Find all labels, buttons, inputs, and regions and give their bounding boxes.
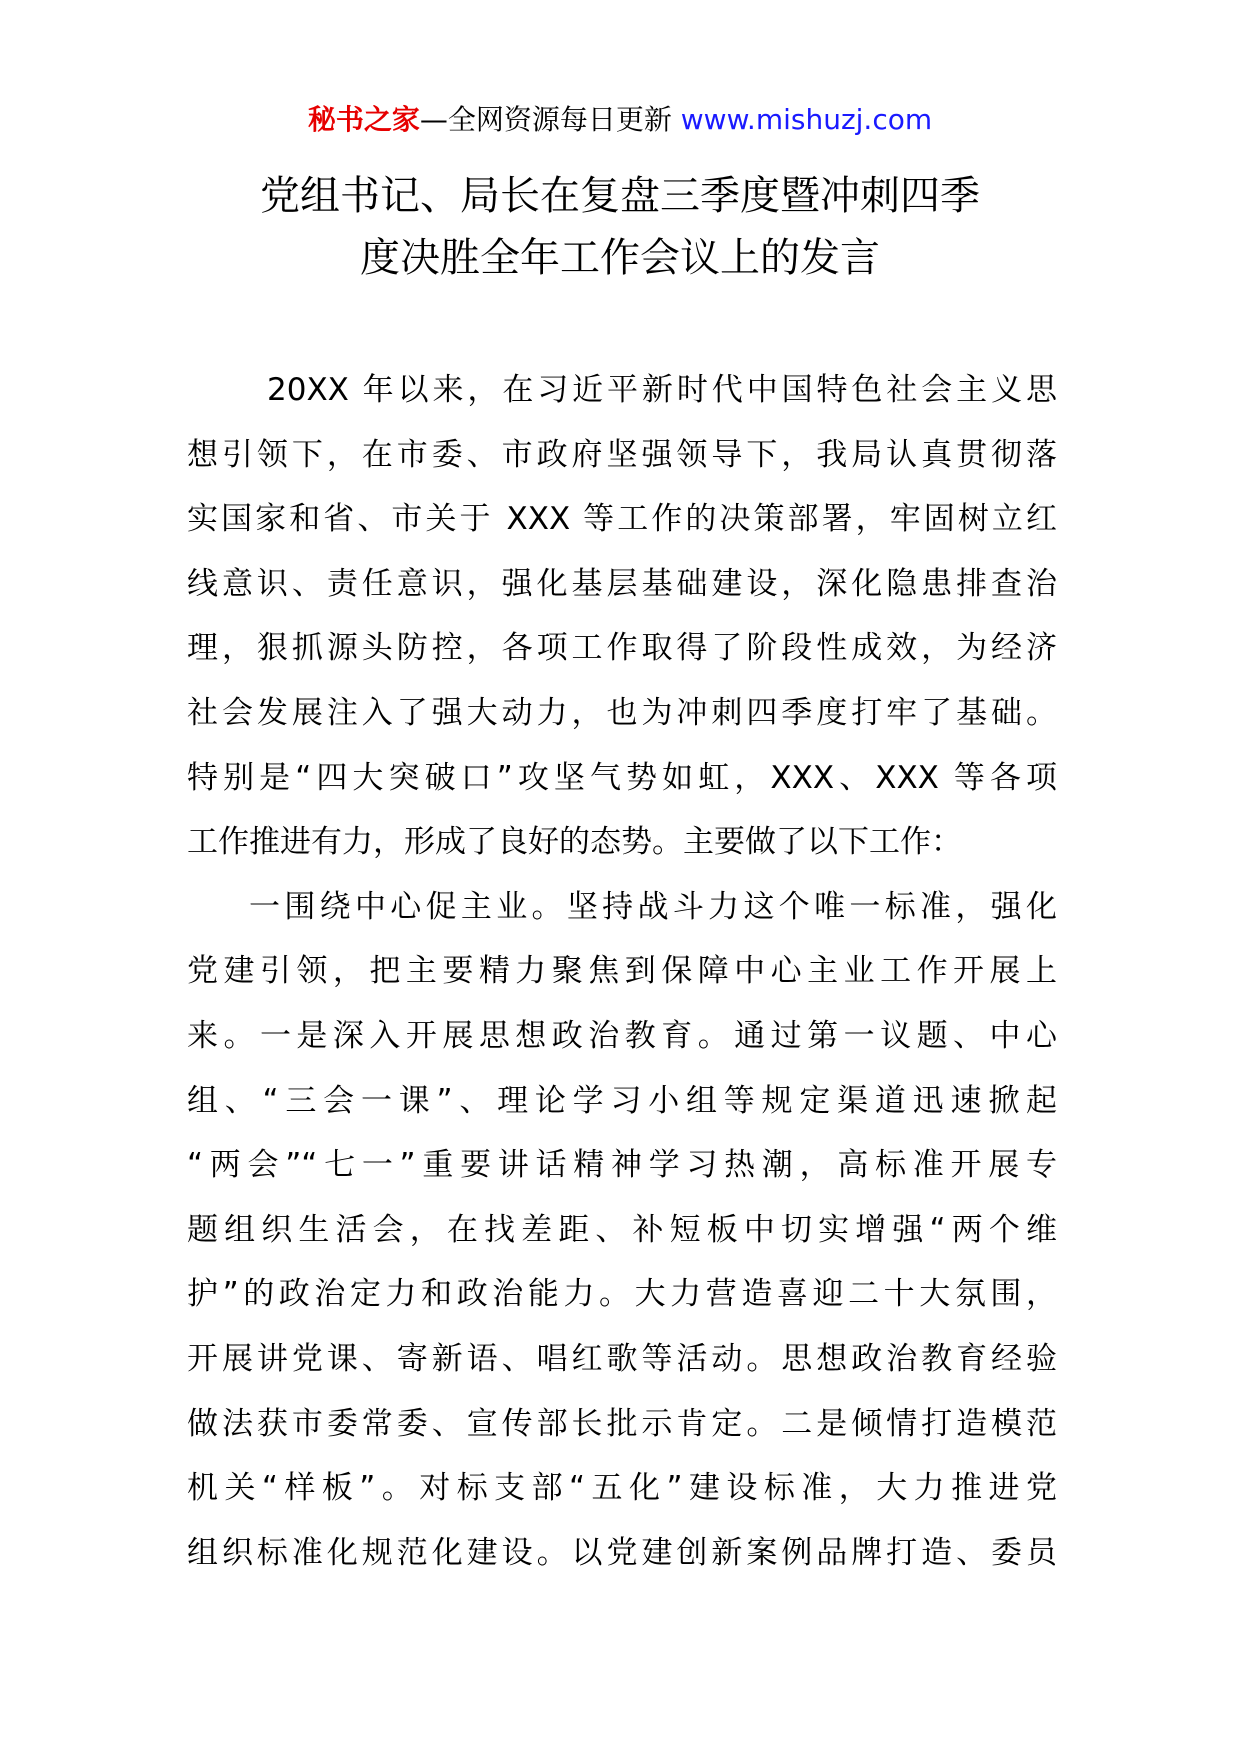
body-line: 开展讲党课、寄新语、唱红歌等活动。思想政治教育经验 [187, 1340, 1057, 1377]
body-line: “两会”“七一”重要讲话精神学习热潮，高标准开展专 [187, 1147, 1057, 1184]
site-header [0, 100, 1240, 140]
site-brand: 秘书之家 [307, 103, 420, 136]
site-tagline: —全网资源每日更新 [419, 103, 681, 136]
body-line: 一围绕中心促主业。坚持战斗力这个唯一标准，强化 [249, 888, 1057, 925]
body-line: 题组织生活会，在找差距、补短板中切实增强“两个维 [187, 1211, 1057, 1248]
title-line: 度决胜全年工作会议上的发言 [360, 235, 880, 281]
body-line: 特别是“四大突破口”攻坚气势如虹，XXX、XXX 等各项 [187, 759, 1057, 796]
body-line: 理，狠抓源头防控，各项工作取得了阶段性成效，为经济 [187, 630, 1057, 667]
body-line: 组织标准化规范化建设。以党建创新案例品牌打造、委员 [187, 1534, 1057, 1571]
title-line: 党组书记、局长在复盘三季度暨冲刺四季 [260, 173, 980, 219]
body-line: 社会发展注入了强大动力，也为冲刺四季度打牢了基础。 [187, 694, 1057, 731]
body-line: 工作推进有力，形成了良好的态势。主要做了以下工作： [187, 824, 962, 861]
body-line: 线意识、责任意识，强化基层基础建设，深化隐患排查治 [187, 565, 1057, 602]
document-title [190, 165, 1050, 289]
body-line: 护”的政治定力和政治能力。大力营造喜迎二十大氛围， [187, 1276, 1057, 1313]
body-line: 组、“三会一课”、理论学习小组等规定渠道迅速掀起 [187, 1082, 1057, 1119]
body-line: 机关“样板”。对标支部“五化”建设标准，大力推进党 [187, 1470, 1057, 1507]
body-line: 党建引领，把主要精力聚焦到保障中心主业工作开展上 [187, 953, 1057, 990]
document-body [187, 358, 1057, 1585]
body-line: 做法获市委常委、宣传部长批示肯定。二是倾情打造模范 [187, 1405, 1057, 1442]
site-url-link[interactable]: www.mishuzj.com [680, 103, 933, 136]
body-line: 想引领下，在市委、市政府坚强领导下，我局认真贯彻落 [187, 436, 1057, 473]
body-line: 实国家和省、市关于 XXX 等工作的决策部署，牢固树立红 [187, 501, 1057, 538]
body-line: 20XX 年以来，在习近平新时代中国特色社会主义思 [267, 372, 1057, 408]
body-line: 来。一是深入开展思想政治教育。通过第一议题、中心 [187, 1017, 1057, 1054]
